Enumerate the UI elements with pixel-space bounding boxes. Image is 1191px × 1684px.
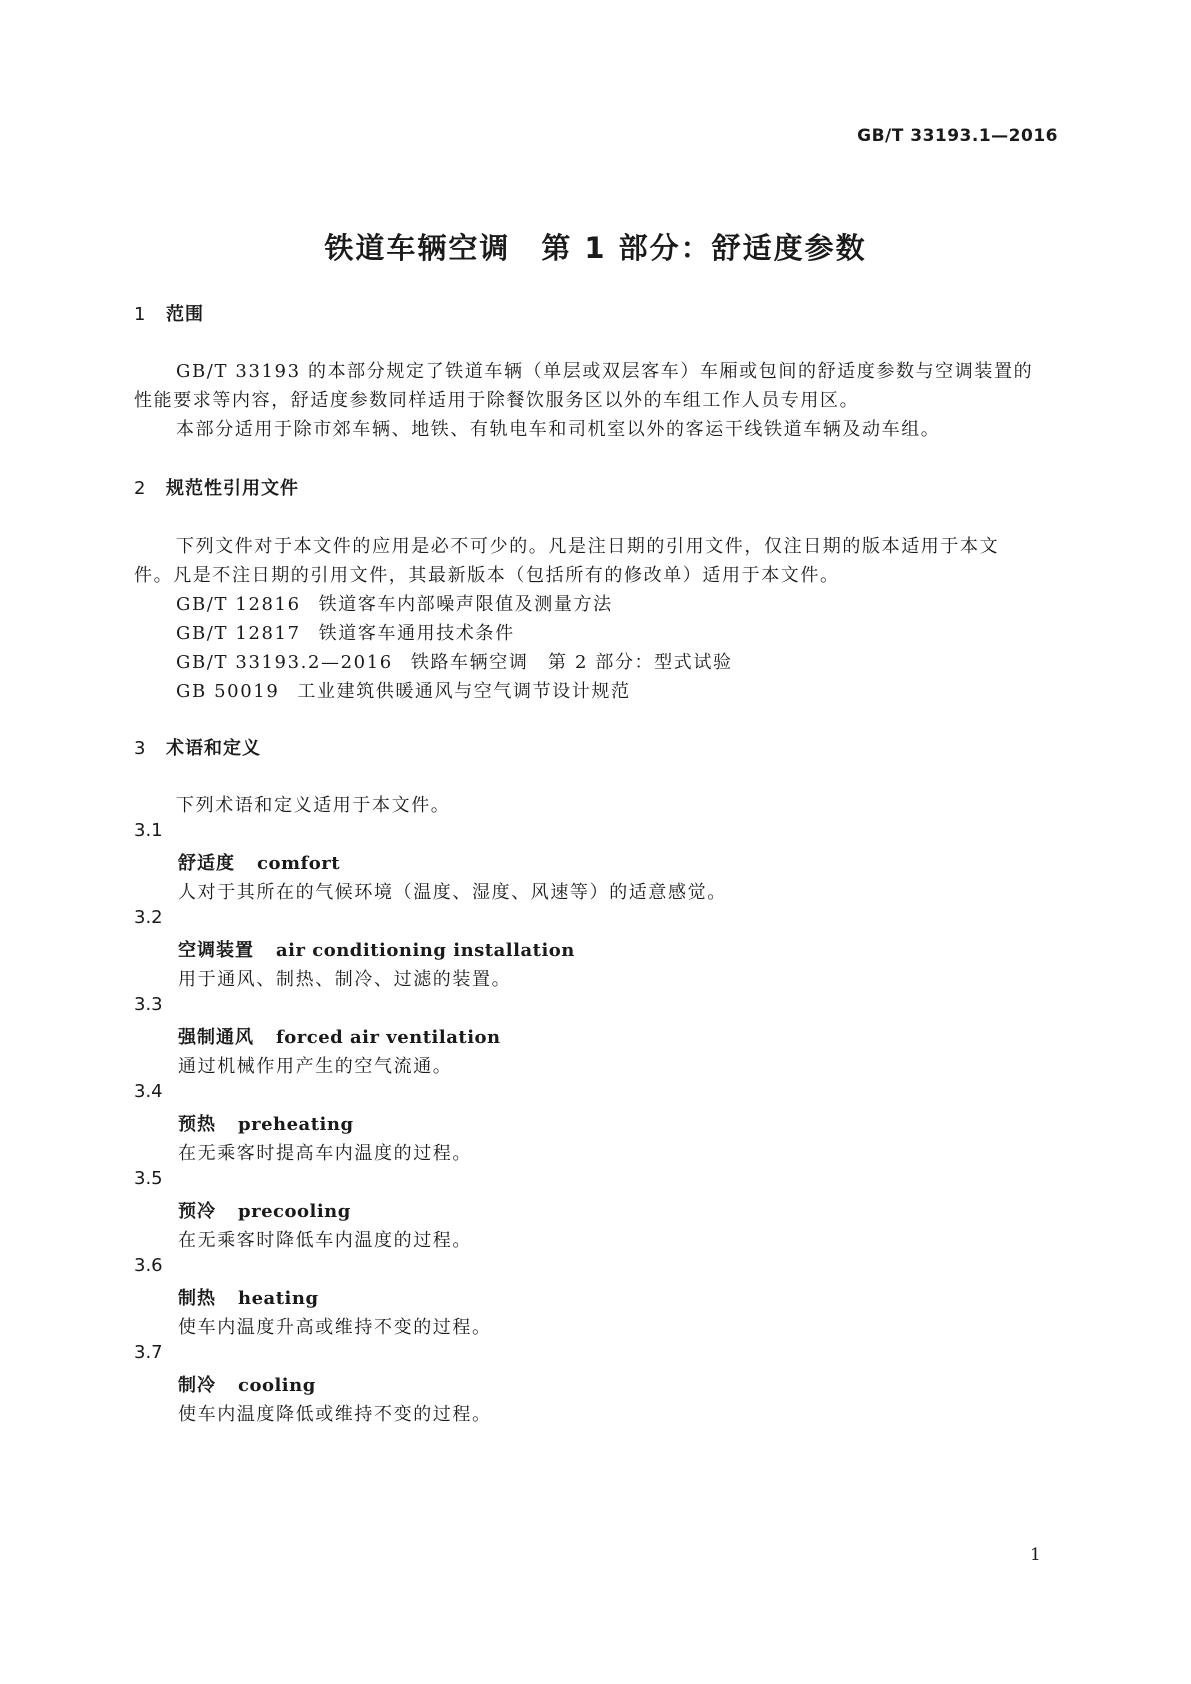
reference-code: GB/T 12817 (176, 623, 301, 644)
term-definition: 在无乘客时降低车内温度的过程。 (178, 1230, 472, 1251)
term-number: 3.3 (134, 994, 163, 1015)
section-3-intro: 下列术语和定义适用于本文件。 (176, 795, 451, 816)
reference-item (176, 648, 733, 674)
term-number: 3.1 (134, 820, 163, 841)
term-definition: 用于通风、制热、制冷、过滤的装置。 (178, 969, 512, 990)
term-en: comfort (257, 853, 341, 874)
term-definition: 在无乘客时提高车内温度的过程。 (178, 1143, 472, 1164)
term-en: precooling (238, 1201, 351, 1222)
term-number: 3.7 (134, 1342, 163, 1363)
reference-title: 铁路车辆空调 第 2 部分：型式试验 (410, 652, 733, 673)
term-en: air conditioning installation (276, 940, 575, 961)
term-zh: 舒适度 (178, 853, 235, 874)
page-number: 1 (1030, 1545, 1041, 1565)
term-name (178, 849, 340, 875)
term-en: heating (238, 1288, 319, 1309)
term-zh: 空调装置 (178, 940, 254, 961)
reference-item (176, 619, 515, 645)
term-zh: 制冷 (178, 1375, 216, 1396)
term-number: 3.6 (134, 1255, 163, 1276)
term-zh: 强制通风 (178, 1027, 254, 1048)
section-1-para-1-line-2: 性能要求等内容，舒适度参数同样适用于除餐饮服务区以外的车组工作人员专用区。 (134, 390, 860, 411)
document-title: 铁道车辆空调 第 1 部分：舒适度参数 (324, 231, 867, 265)
term-number: 3.2 (134, 907, 163, 928)
section-1-para-1-line-1: GB/T 33193 的本部分规定了铁道车辆（单层或双层客车）车厢或包间的舒适度参数与空调装置的 (176, 361, 1034, 382)
term-name (178, 936, 575, 962)
reference-code: GB/T 33193.2—2016 (176, 652, 393, 673)
section-2-intro-line-1: 下列文件对于本文件的应用是必不可少的。凡是注日期的引用文件，仅注日期的版本适用于本文 (176, 536, 1000, 557)
term-en: cooling (238, 1375, 316, 1396)
section-2-heading (134, 474, 299, 500)
reference-item (176, 677, 631, 703)
section-number: 1 (134, 304, 147, 325)
term-number: 3.4 (134, 1081, 163, 1102)
section-title: 术语和定义 (166, 738, 261, 759)
section-title: 规范性引用文件 (166, 478, 299, 499)
standard-code: GB/T 33193.1—2016 (857, 126, 1058, 146)
section-1-heading (134, 300, 204, 326)
term-definition: 通过机械作用产生的空气流通。 (178, 1056, 453, 1077)
reference-code: GB 50019 (176, 681, 280, 702)
term-definition: 人对于其所在的气候环境（温度、湿度、风速等）的适意感觉。 (178, 882, 727, 903)
term-definition: 使车内温度降低或维持不变的过程。 (178, 1404, 492, 1425)
section-number: 3 (134, 738, 147, 759)
term-name (178, 1284, 319, 1310)
term-zh: 预冷 (178, 1201, 216, 1222)
section-title: 范围 (166, 304, 204, 325)
term-zh: 制热 (178, 1288, 216, 1309)
section-3-heading (134, 734, 261, 760)
term-name (178, 1197, 351, 1223)
term-name (178, 1371, 316, 1397)
section-2-intro-line-2: 件。凡是不注日期的引用文件，其最新版本（包括所有的修改单）适用于本文件。 (134, 565, 840, 586)
term-name (178, 1110, 354, 1136)
section-number: 2 (134, 478, 147, 499)
reference-item (176, 590, 613, 616)
reference-title: 工业建筑供暖通风与空气调节设计规范 (297, 681, 631, 702)
term-en: forced air ventilation (276, 1027, 501, 1048)
reference-code: GB/T 12816 (176, 594, 301, 615)
term-en: preheating (238, 1114, 354, 1135)
section-1-para-2: 本部分适用于除市郊车辆、地铁、有轨电车和司机室以外的客运干线铁道车辆及动车组。 (176, 419, 941, 440)
term-name (178, 1023, 501, 1049)
term-definition: 使车内温度升高或维持不变的过程。 (178, 1317, 492, 1338)
reference-title: 铁道客车内部噪声限值及测量方法 (318, 594, 613, 615)
reference-title: 铁道客车通用技术条件 (318, 623, 515, 644)
term-zh: 预热 (178, 1114, 216, 1135)
term-number: 3.5 (134, 1168, 163, 1189)
